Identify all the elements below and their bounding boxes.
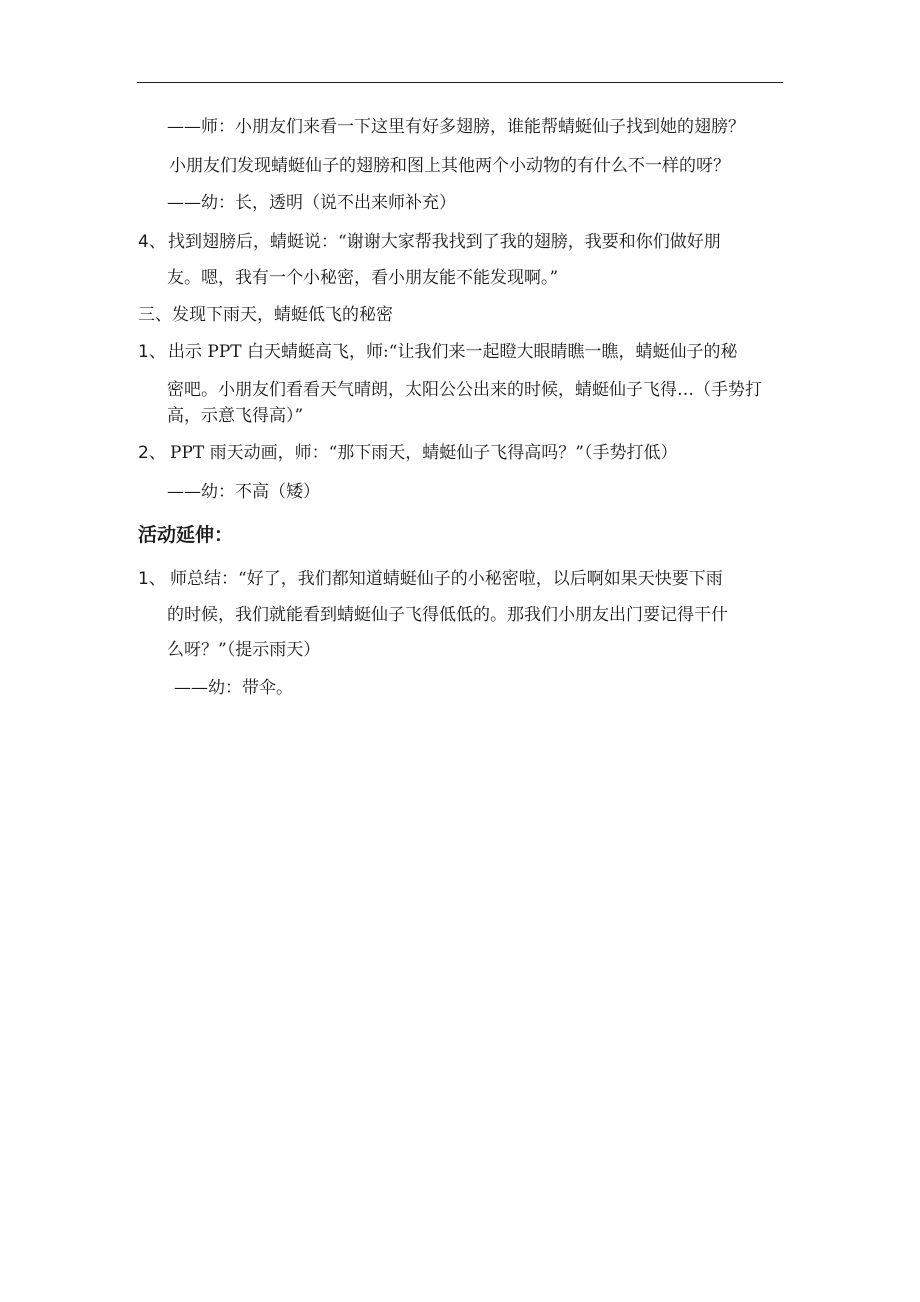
numbered-item: 1、 出示 PPT 白天蜻蜓高飞，师:“让我们来一起瞪大眼睛瞧一瞧，蜻蜓仙子的秘 xyxy=(138,342,738,362)
text-line: ——师：小朋友们来看一下这里有好多翅膀，谁能帮蜻蜓仙子找到她的翅膀？ xyxy=(167,117,745,137)
section-title: 三、发现下雨天，蜻蜓低飞的秘密 xyxy=(138,305,393,325)
text-line: 高，示意飞得高）” xyxy=(167,406,304,426)
text-line: 的时候，我们就能看到蜻蜓仙子飞得低低的。那我们小朋友出门要记得干什 xyxy=(167,605,728,625)
text-line: ——幼：不高（矮） xyxy=(167,482,320,502)
text-line: ——幼：长，透明（说不出来师补充） xyxy=(167,193,456,213)
text-line: 么呀？”（提示雨天） xyxy=(167,640,321,660)
item-number: 1、 xyxy=(138,569,166,589)
text-line: 密吧。小朋友们看看天气晴朗，太阳公公出来的时候，蜻蜓仙子飞得…（手势打 xyxy=(167,380,762,400)
header-rule xyxy=(137,82,783,83)
text-line: 小朋友们发现蜻蜓仙子的翅膀和图上其他两个小动物的有什么不一样的呀？ xyxy=(169,156,730,176)
text-line: 友。嗯，我有一个小秘密，看小朋友能不能发现啊。” xyxy=(167,268,559,288)
numbered-item: 4、 找到翅膀后，蜻蜓说：“谢谢大家帮我找到了我的翅膀，我要和你们做好朋 xyxy=(138,232,721,252)
item-number: 2、 xyxy=(138,443,166,463)
numbered-item: 1、 师总结：“好了，我们都知道蜻蜓仙子的小秘密啦，以后啊如果天快要下雨 xyxy=(138,569,723,589)
section-heading: 活动延伸： xyxy=(138,524,234,546)
item-number: 1、 xyxy=(138,342,166,362)
numbered-item: 2、 PPT 雨天动画，师：“那下雨天，蜻蜓仙子飞得高吗？”（手势打低） xyxy=(138,443,678,463)
item-number: 4、 xyxy=(138,232,166,252)
text-line: ——幼：带伞。 xyxy=(174,678,293,698)
